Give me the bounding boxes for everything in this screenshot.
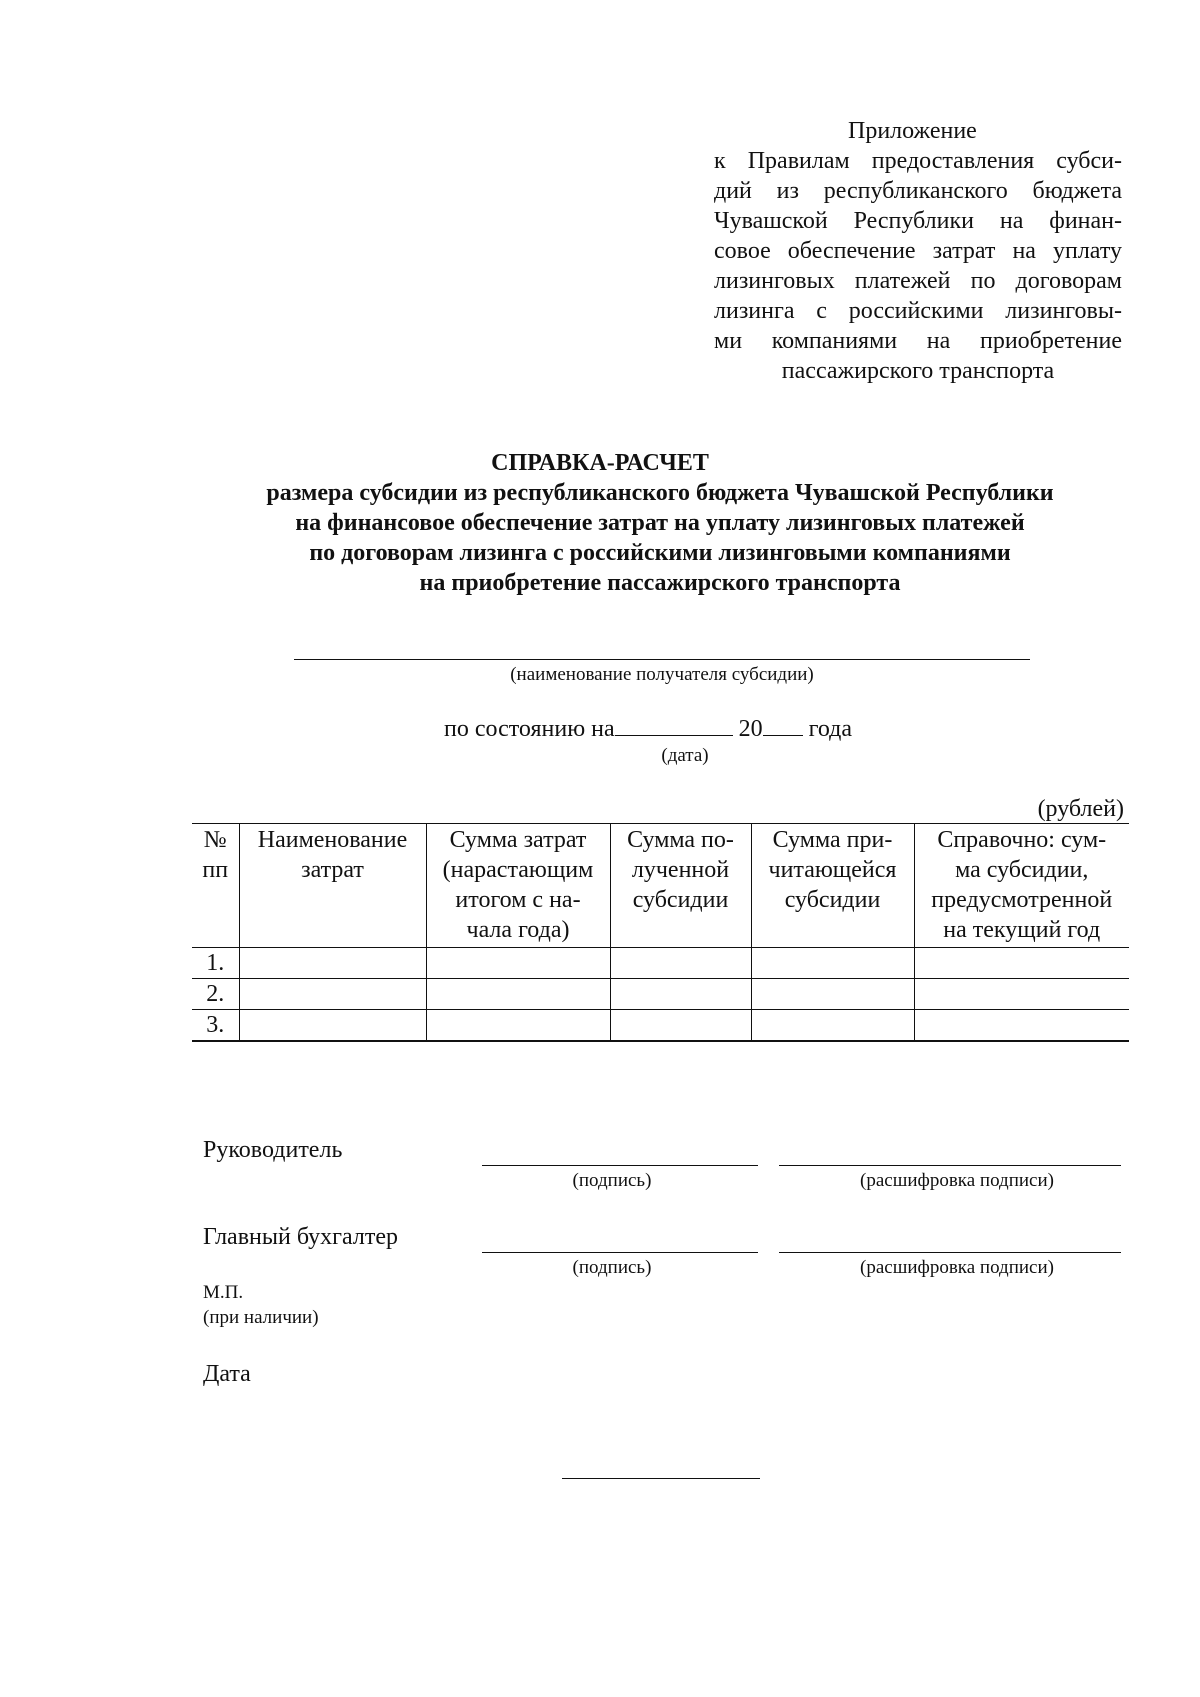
document-subtitle xyxy=(0,478,1200,598)
header-planned-subsidy: Справочно: сум- ма субсидии, предусмотренной на текущий год xyxy=(914,824,1129,948)
cell-cost-name[interactable] xyxy=(239,979,426,1010)
accountant-label: Главный бухгалтер xyxy=(203,1224,398,1250)
table-row xyxy=(192,979,1129,1010)
cell-planned-subsidy[interactable] xyxy=(914,1010,1129,1042)
appendix-line: пассажирского транспорта xyxy=(781,358,1055,384)
recipient-name-line[interactable] xyxy=(294,659,1030,660)
header-cost-name: Наименование затрат xyxy=(239,824,426,948)
cell-planned-subsidy[interactable] xyxy=(914,948,1129,979)
header-cost-sum: Сумма затрат (нарастающим итогом с на- чала года) xyxy=(426,824,610,948)
cell-cost-name[interactable] xyxy=(239,948,426,979)
document-title: СПРАВКА-РАСЧЕТ xyxy=(491,450,709,476)
appendix-line: дий из республиканского бюджета xyxy=(714,178,1122,204)
appendix-line: Чувашской Республики на финан- xyxy=(714,208,1122,234)
subtitle-line: на финансовое обеспечение затрат на уплату лизинговых платежей xyxy=(295,510,1025,536)
date-blank[interactable] xyxy=(615,711,733,736)
state-prefix: по состоянию на xyxy=(444,716,615,742)
cell-cost-sum[interactable] xyxy=(426,948,610,979)
state-suffix: года xyxy=(808,716,853,742)
year-prefix: 20 xyxy=(738,716,763,742)
bottom-separator xyxy=(562,1478,760,1479)
row-number: 2. xyxy=(192,979,239,1010)
stamp-label: М.П. xyxy=(203,1282,244,1303)
head-label: Руководитель xyxy=(203,1137,343,1163)
year-blank[interactable] xyxy=(763,711,803,736)
appendix-line: лизинговых платежей по договорам xyxy=(714,268,1122,294)
date-caption: (дата) xyxy=(661,745,709,766)
accountant-decryption-line[interactable] xyxy=(779,1252,1121,1253)
cell-due-subsidy[interactable] xyxy=(751,1010,914,1042)
cell-due-subsidy[interactable] xyxy=(751,979,914,1010)
cell-received-subsidy[interactable] xyxy=(610,948,751,979)
head-decryption-line[interactable] xyxy=(779,1165,1121,1166)
accountant-signature-line[interactable] xyxy=(482,1252,758,1253)
cell-cost-sum[interactable] xyxy=(426,1010,610,1042)
head-decryption-caption: (расшифровка подписи) xyxy=(860,1170,1054,1191)
subtitle-line: по договорам лизинга с российскими лизинговыми компаниями xyxy=(309,540,1011,566)
state-date-line xyxy=(444,711,852,744)
cell-cost-sum[interactable] xyxy=(426,979,610,1010)
cell-received-subsidy[interactable] xyxy=(610,1010,751,1042)
head-signature-caption: (подпись) xyxy=(572,1170,652,1191)
table-row xyxy=(192,1010,1129,1042)
appendix-body xyxy=(714,146,1122,386)
appendix-line: совое обеспечение затрат на уплату xyxy=(714,238,1122,264)
accountant-signature-caption: (подпись) xyxy=(572,1257,652,1278)
table-row xyxy=(192,948,1129,979)
header-number: № пп xyxy=(192,824,239,948)
date-label: Дата xyxy=(203,1361,251,1387)
appendix-line: ми компаниями на приобретение xyxy=(714,328,1122,354)
cell-cost-name[interactable] xyxy=(239,1010,426,1042)
recipient-caption: (наименование получателя субсидии) xyxy=(510,664,814,685)
row-number: 1. xyxy=(192,948,239,979)
cell-received-subsidy[interactable] xyxy=(610,979,751,1010)
header-due-subsidy: Сумма при- читающейся субсидии xyxy=(751,824,914,948)
units-label: (рублей) xyxy=(1037,796,1124,822)
appendix-line: к Правилам предоставления субси- xyxy=(714,148,1122,174)
appendix-line: лизинга с российскими лизинговы- xyxy=(714,298,1122,324)
head-signature-line[interactable] xyxy=(482,1165,758,1166)
cell-due-subsidy[interactable] xyxy=(751,948,914,979)
stamp-note: (при наличии) xyxy=(203,1307,319,1328)
subtitle-line: размера субсидии из республиканского бюджета Чувашской Республики xyxy=(266,480,1054,506)
subtitle-line: на приобретение пассажирского транспорта xyxy=(419,570,901,596)
table-header-row xyxy=(192,824,1129,948)
row-number: 3. xyxy=(192,1010,239,1042)
appendix-title: Приложение xyxy=(848,118,977,144)
header-received-subsidy: Сумма по- лученной субсидии xyxy=(610,824,751,948)
calculation-table xyxy=(192,823,1129,1042)
accountant-decryption-caption: (расшифровка подписи) xyxy=(860,1257,1054,1278)
cell-planned-subsidy[interactable] xyxy=(914,979,1129,1010)
